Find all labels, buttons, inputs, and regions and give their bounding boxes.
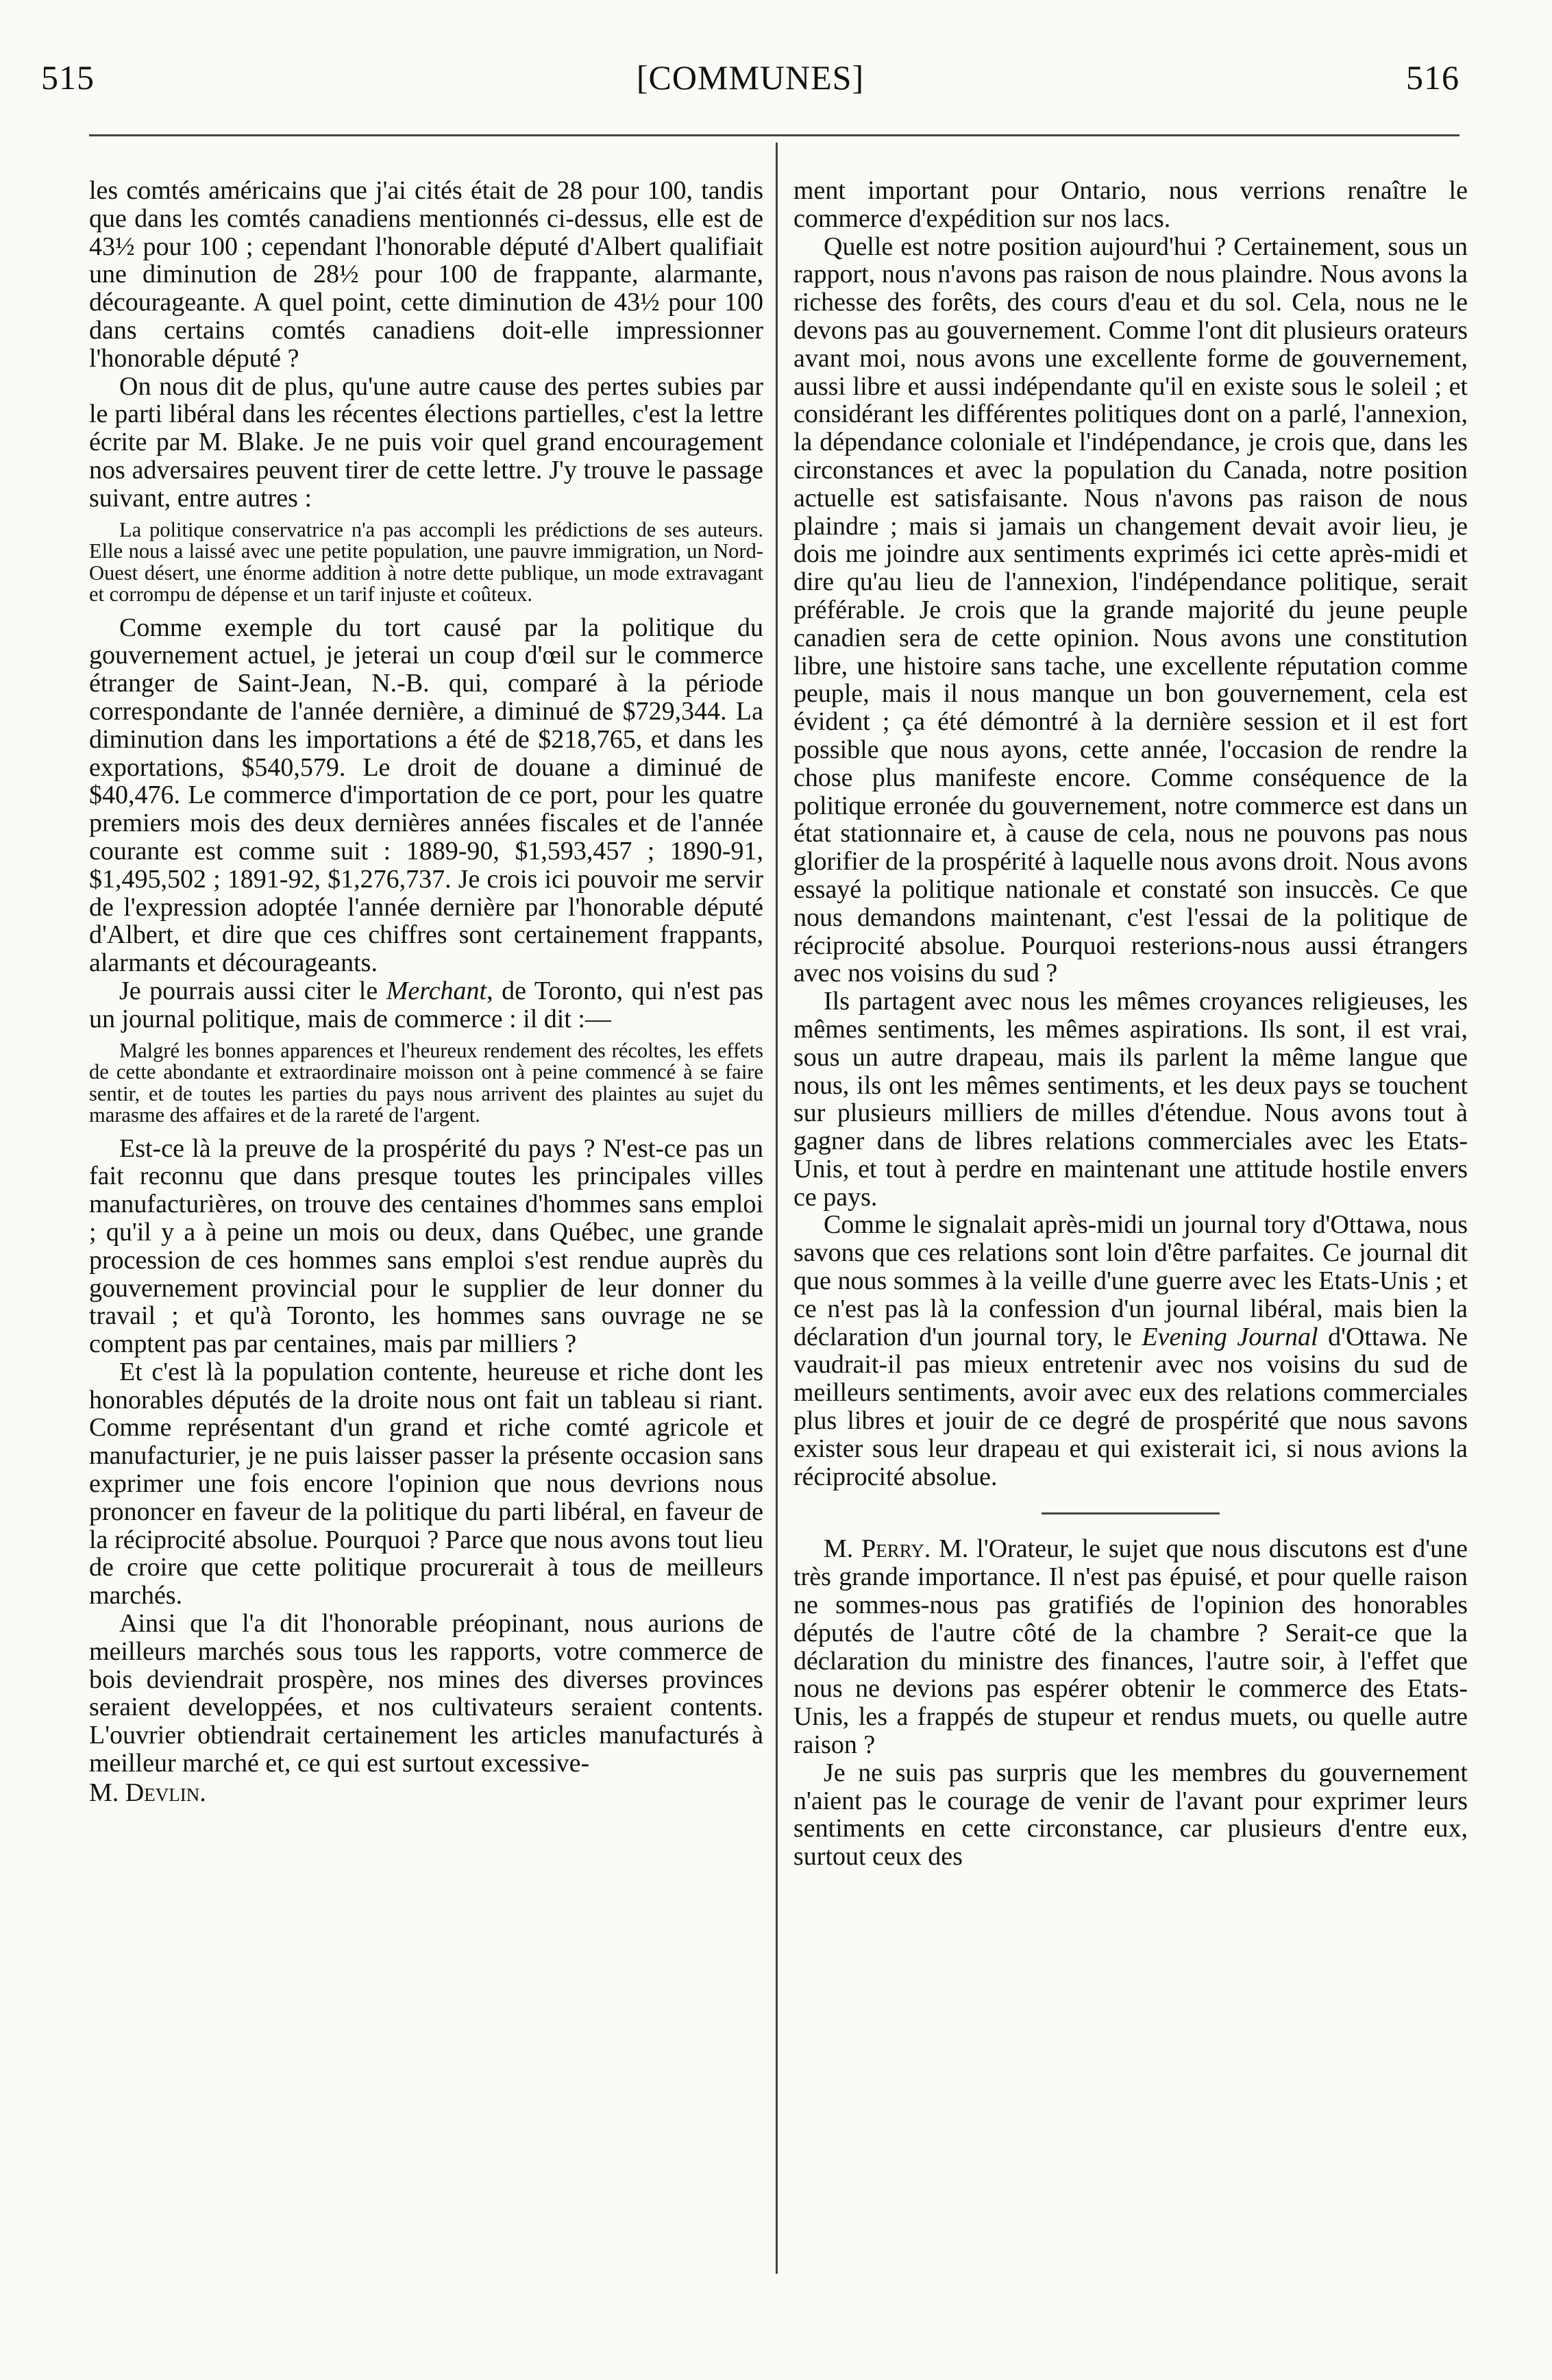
block-quote: La politique conservatrice n'a pas accompli les prédictions de ses auteurs. Elle nous a laissé avec une petite population, une pauvre immigration, un Nord-Ouest désert, une énorme addition à notre dette publique, un mode extravagant et corrompu de dépense et un tarif injuste et coûteux. xyxy=(89,517,763,606)
paragraph: On nous dit de plus, qu'une autre cause des pertes subies par le parti libéral dans les récentes élections partielles, c'est la lettre écrite par M. Blake. Je ne puis voir quel grand encouragement nos adversaires peuvent tirer de cette lettre. J'y trouve le passage suivant, entre autres : xyxy=(89,371,763,513)
paragraph: les comtés américains que j'ai cités était de 28 pour 100, tandis que dans les comtés canadiens mentionnés ci-dessus, elle est de 43½ pour 100 ; cependant l'honorable député d'Albert qualifiait une diminution de 28½ pour 100 de frappante, alarmante, décourageante. A quel point, cette diminution de 43½ pour 100 dans certains comtés canadiens doit-elle impressionner l'honorable député ? xyxy=(89,176,763,373)
paragraph: Et c'est là la population contente, heureuse et riche dont les honorables députés de la droite nous ont fait un tableau si riant. Comme représentant d'un grand et riche comté agricole et manufacturier, je ne puis laisser passer la présente occasion sans exprimer une fois encore l'opinion que nous devrions nous prononcer en faveur de la politique du parti libéral, en faveur de la réciprocité absolue. Pourquoi ? Parce que nous avons tout lieu de croire que cette politique procurerait à tous de meilleurs marchés. xyxy=(89,1357,763,1610)
header-rule xyxy=(89,134,1459,136)
paragraph xyxy=(793,1211,1468,1490)
column-divider xyxy=(776,143,778,2274)
right-column xyxy=(793,177,1468,1871)
text-run: Comme le signalait après-midi un journal tory d'Ottawa, nous savons que ces relations sont loin d'être parfaites. Ce journal dit que nous sommes à la veille d'une guerre avec les Etats-Unis ; et ce n'est pas là la confession d'un journal libéral, mais bien la déclaration d'un journal tory, le xyxy=(793,1210,1468,1351)
paragraph: Quelle est notre position aujourd'hui ? Certainement, sous un rapport, nous n'avons pas raison de nous plaindre. Nous avons la richesse des forêts, des cours d'eau et du sol. Cela, nous ne le devons pas au gouvernement. Comme l'ont dit plusieurs orateurs avant moi, nous avons une excellente forme de gouvernement, aussi libre et aussi indépendante qu'il en existe sous le soleil ; et considérant les différentes politiques dont on a parlé, l'annexion, la dépendance coloniale et l'indépendance, je crois que, dans les circonstances et avec la population du Canada, notre position actuelle est satisfaisante. Nous n'avons pas raison de nous plaindre ; mais si jamais un changement devait avoir lieu, je dois me joindre aux sentiments exprimés ici cette après-midi et dire qu'au lieu de l'annexion, l'indépendance politique, serait préférable. Je crois que la grande majorité du jeune peuple canadien sera de cette opinion. Nous avons une constitution libre, une histoire sans tache, une excellente réputation comme peuple, mais il nous manque un bon gouvernement, cela est évident ; ça été démontré à la dernière session et il est fort possible que nous ayons, cette année, l'occasion de rendre la chose plus manifeste encore. Comme conséquence de la politique erronée du gouvernement, notre commerce est dans un état stationnaire et, à cause de cela, nous ne pouvons pas nous glorifier de la prospérité à laquelle nous avons droit. Nous avons essayé la politique nationale et constaté son insuccès. Ce que nous demandons maintenant, c'est l'essai de la politique de réciprocité absolue. Pourquoi resterions-nous aussi étrangers avec nos voisins du sud ? xyxy=(793,232,1468,988)
speaker-signature: M. Devlin. xyxy=(89,1778,206,1807)
paragraph: Est-ce là la preuve de la prospérité du pays ? N'est-ce pas un fait reconnu que dans presque toutes les principales villes manufacturières, on trouve des centaines d'hommes sans emploi ; qu'il y a à peine un mois ou deux, dans Québec, une grande procession de ces hommes sans emploi s'est rendue auprès du gouvernement provincial pour le supplier de leur donner du travail ; et qu'à Toronto, les hommes sans ouvrage ne se comptent pas par centaines, mais par milliers ? xyxy=(89,1133,763,1359)
text-run: , de Toronto, qui n'est pas un journal politique, mais de commerce : il dit :— xyxy=(89,976,763,1033)
text-run: d'Ottawa. Ne vaudrait-il pas mieux entretenir avec nos voisins du sud de meilleurs sentiments, avoir avec eux des relations commerciales plus libres et jouir de ce degré de prospérité que nous savons exister sous leur drapeau et qui existerait ici, si nous avions la réciprocité absolue. xyxy=(793,1322,1468,1491)
paragraph: Ils partagent avec nous les mêmes croyances religieuses, les mêmes sentiments, les mêmes aspirations. Ils sont, il est vrai, sous un autre drapeau, mais ils parlent la même langue que nous, ils ont les mêmes sentiments, et les deux pays se touchent sur plusieurs milliers de milles d'étendue. Nous avons tout à gagner dans de libres relations commerciales avec les Etats-Unis, et tout à perdre en maintenant une attitude hostile envers ce pays. xyxy=(793,987,1468,1212)
section-separator xyxy=(1042,1512,1220,1514)
paragraph: ment important pour Ontario, nous verrions renaître le commerce d'expédition sur nos lacs. xyxy=(793,176,1468,233)
block-quote: Malgré les bonnes apparences et l'heureux rendement des récoltes, les effets de cette abondante et extraordinaire moisson ont à peine commencé à se faire sentir, et de toutes les parties du pays nous arrivent des plaintes au sujet du marasme des affaires et de la rareté de l'argent. xyxy=(89,1038,763,1127)
text-run: M. l'Orateur, le sujet que nous discutons est d'une très grande importance. Il n'est pas épuisé, et pour quelle raison ne sommes-nous pas gratifiés de l'opinion des honorables députés de l'autre côté de la chambre ? Serait-ce que la déclaration du ministre des finances, l'autre soir, à l'effet que nous ne devions pas espérer obtenir le commerce des Etats-Unis, les a frappés de stupeur et rendus muets, ou quelle autre raison ? xyxy=(793,1534,1468,1760)
paragraph: Ainsi que l'a dit l'honorable préopinant, nous aurions de meilleurs marchés sous tous les rapports, votre commerce de bois deviendrait prospère, nos mines des diverses provinces seraient developpées, et nos cultivateurs seraient contents. L'ouvrier obtiendrait certainement les articles manufacturés à meilleur marché et, ce qui est surtout excessive- xyxy=(89,1609,763,1778)
newspaper-title: Merchant xyxy=(386,976,487,1005)
running-title: [COMMUNES] xyxy=(636,58,865,97)
paragraph: Je ne suis pas surpris que les membres du gouvernement n'aient pas le courage de venir de l'avant pour exprimer leurs sentiments en cette circonstance, car plusieurs d'entre eux, surtout ceux des xyxy=(793,1758,1468,1872)
text-run: Je pourrais aussi citer le xyxy=(119,976,386,1005)
paragraph: Comme exemple du tort causé par la politique du gouvernement actuel, je jeterai un coup d'œil sur le commerce étranger de Saint-Jean, N.-B. qui, comparé à la période correspondante de l'année dernière, a diminué de $729,344. La diminution dans les importations a été de $218,765, et dans les exportations, $540,579. Le droit de douane a diminué de $40,476. Le commerce d'importation de ce port, pour les quatre premiers mois des deux dernières années fiscales et de l'année courante est comme suit : 1889-90, $1,593,457 ; 1890-91, $1,495,502 ; 1891-92, $1,276,737. Je crois ici pouvoir me servir de l'expression adoptée l'année dernière par l'honorable député d'Albert, et dire que ces chiffres sont certainement frappants, alarmants et décourageants. xyxy=(89,613,763,978)
newspaper-title: Evening Journal xyxy=(1142,1322,1318,1351)
paragraph xyxy=(89,977,763,1033)
paragraph xyxy=(793,1535,1468,1758)
page-header xyxy=(41,58,1459,112)
page-number-right: 516 xyxy=(1406,58,1459,97)
left-column xyxy=(89,177,763,1807)
speaker-name: M. Perry. xyxy=(824,1534,931,1564)
page-number-left: 515 xyxy=(41,58,95,97)
